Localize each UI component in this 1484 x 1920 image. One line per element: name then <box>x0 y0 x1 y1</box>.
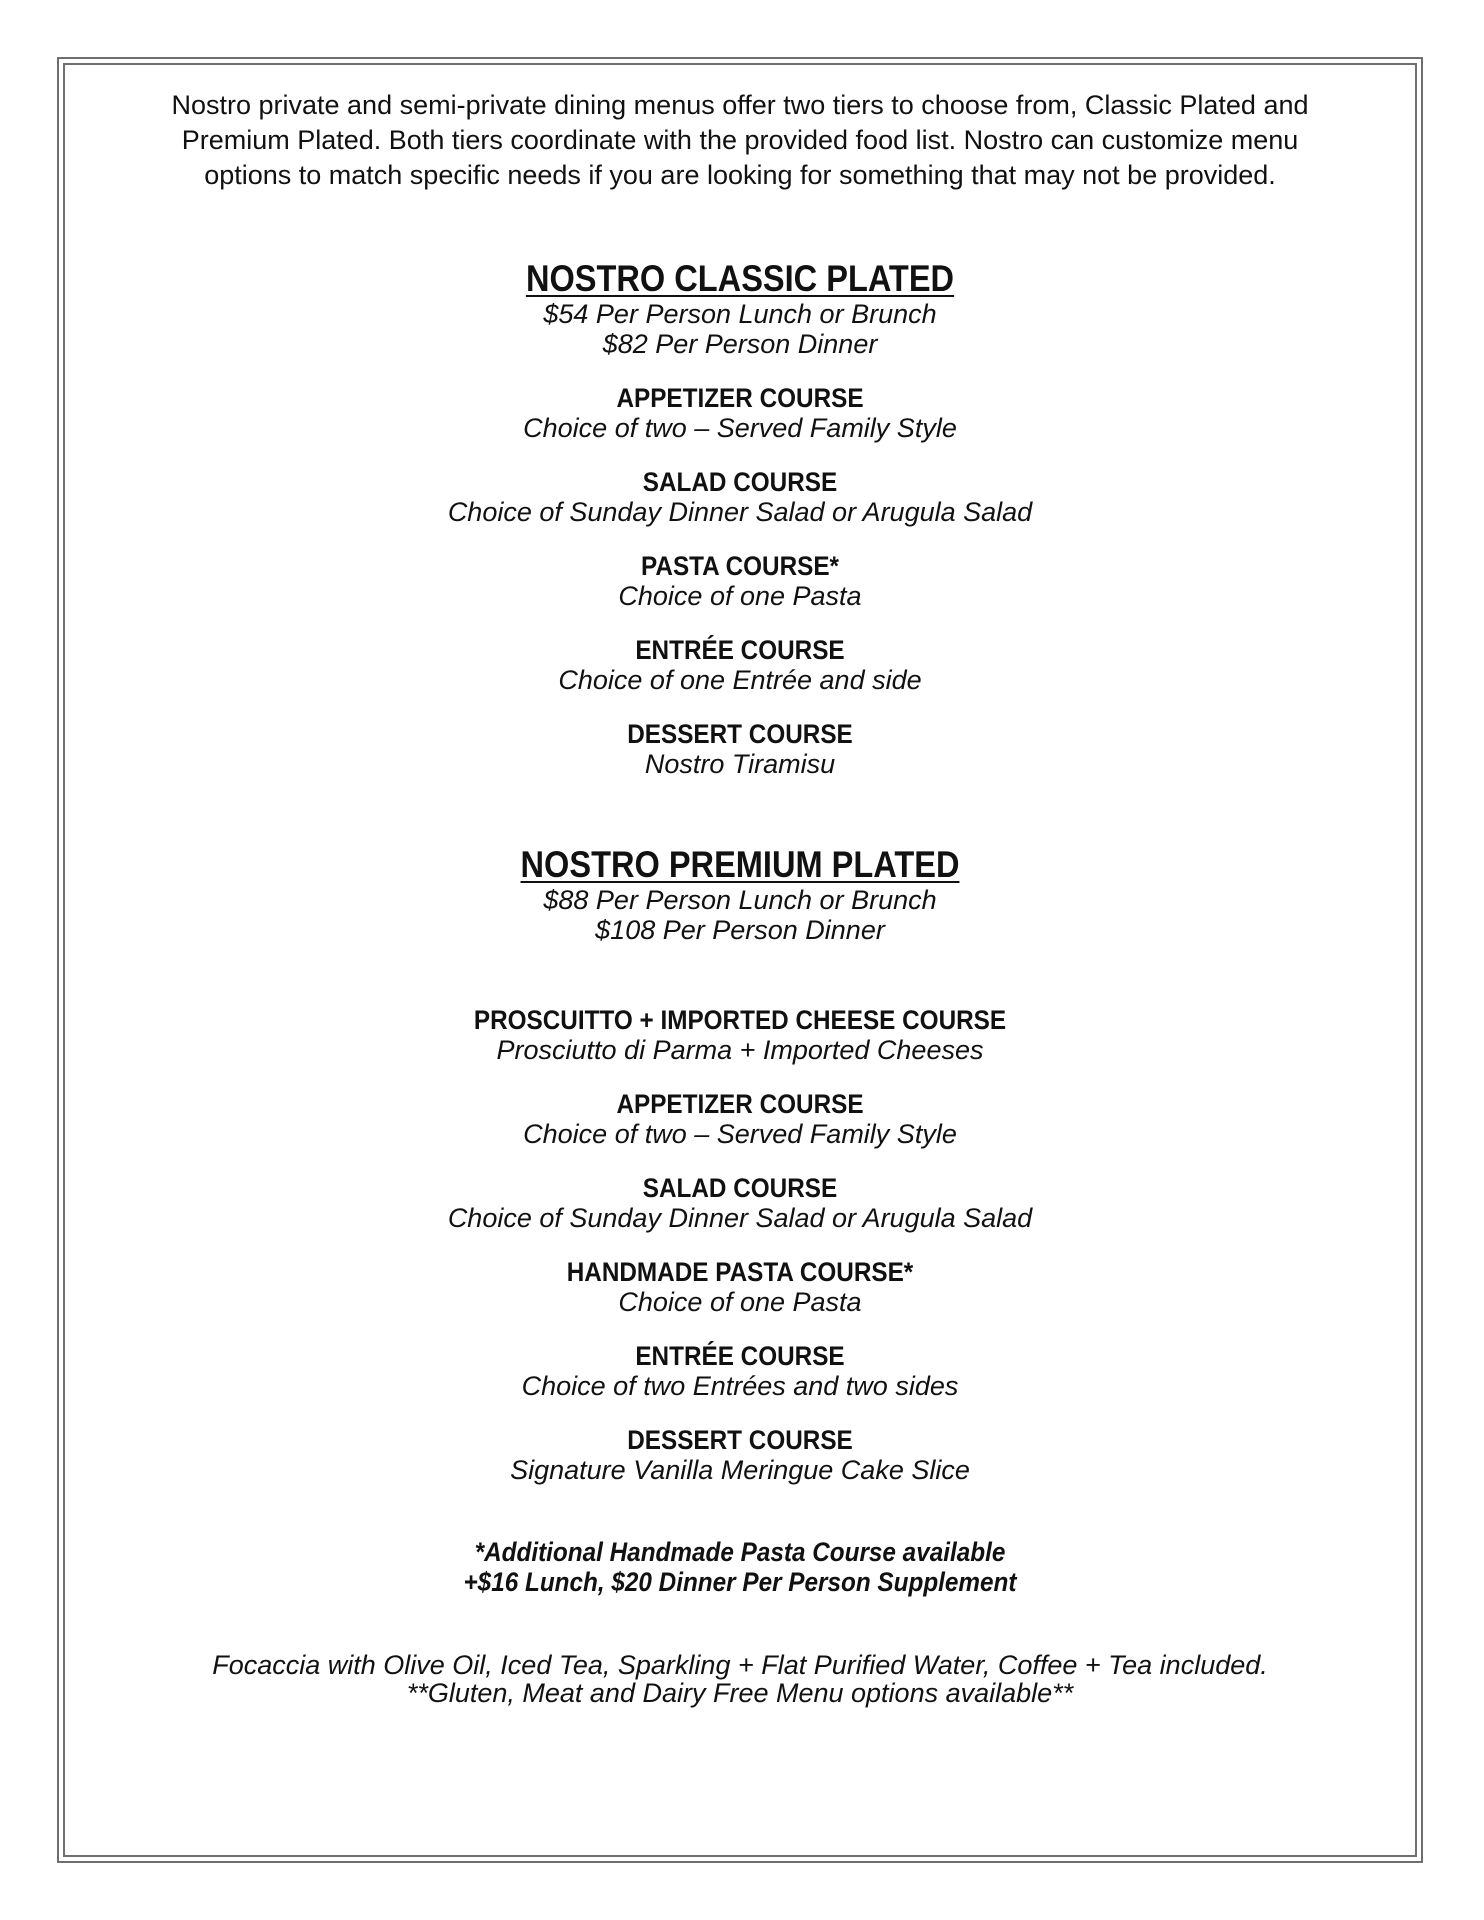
closing-line: Focaccia with Olive Oil, Iced Tea, Sparkling + Flat Purified Water, Coffee + Tea included. <box>212 1650 1268 1680</box>
classic-price-lunch: $54 Per Person Lunch or Brunch <box>543 299 937 329</box>
premium-course-dessert <box>63 1425 1417 1485</box>
course-name: PROSCUITTO + IMPORTED CHEESE COURSE <box>473 1005 1007 1035</box>
premium-course-appetizer <box>63 1089 1417 1149</box>
course-description: Choice of one Entrée and side <box>558 665 922 695</box>
footnote-line: *Additional Handmade Pasta Course available <box>474 1537 1006 1567</box>
course-description: Choice of Sunday Dinner Salad or Arugula Salad <box>447 497 1033 527</box>
course-description: Choice of two – Served Family Style <box>523 1119 957 1149</box>
premium-course-entree <box>63 1341 1417 1401</box>
course-name: ENTRÉE COURSE <box>635 1341 845 1371</box>
course-name: PASTA COURSE* <box>640 551 840 581</box>
classic-tier-title: NOSTRO CLASSIC PLATED <box>525 258 955 299</box>
classic-tier-section <box>63 259 1417 779</box>
course-name: HANDMADE PASTA COURSE* <box>566 1257 914 1287</box>
course-name: SALAD COURSE <box>642 467 838 497</box>
classic-price-dinner: $82 Per Person Dinner <box>602 329 878 359</box>
menu-document <box>63 63 1417 1707</box>
course-name: SALAD COURSE <box>642 1173 838 1203</box>
course-description: Choice of Sunday Dinner Salad or Arugula Salad <box>447 1203 1033 1233</box>
pasta-supplement-note <box>131 1537 1350 1597</box>
classic-course-pasta <box>63 551 1417 611</box>
course-description: Nostro Tiramisu <box>644 749 836 779</box>
classic-course-salad <box>63 467 1417 527</box>
included-items-note <box>63 1651 1417 1707</box>
classic-course-entree <box>63 635 1417 695</box>
course-name: DESSERT COURSE <box>627 719 853 749</box>
classic-course-appetizer <box>63 383 1417 443</box>
premium-tier-title: NOSTRO PREMIUM PLATED <box>520 844 960 885</box>
course-name: APPETIZER COURSE <box>616 383 864 413</box>
course-description: Choice of one Pasta <box>618 581 862 611</box>
footnote-line: +$16 Lunch, $20 Dinner Per Person Supplement <box>463 1567 1017 1597</box>
course-description: Choice of two – Served Family Style <box>523 413 957 443</box>
premium-course-cheese <box>63 1005 1417 1065</box>
course-description: Signature Vanilla Meringue Cake Slice <box>510 1455 970 1485</box>
course-name: ENTRÉE COURSE <box>635 635 845 665</box>
premium-course-salad <box>63 1173 1417 1233</box>
course-name: DESSERT COURSE <box>627 1425 853 1455</box>
premium-course-pasta <box>63 1257 1417 1317</box>
classic-course-dessert <box>63 719 1417 779</box>
course-description: Choice of one Pasta <box>618 1287 862 1317</box>
premium-price-lunch: $88 Per Person Lunch or Brunch <box>543 885 937 915</box>
premium-tier-section <box>63 845 1417 1485</box>
premium-price-dinner: $108 Per Person Dinner <box>595 915 885 945</box>
intro-paragraph: Nostro private and semi-private dining menus offer two tiers to choose from, Classic Plated and Premium Plated. Both tiers coordinate with the provided food list. Nostro can customize menu options to match specific needs if you are looking for something that may not be provided. <box>171 90 1309 190</box>
course-description: Prosciutto di Parma + Imported Cheeses <box>496 1035 984 1065</box>
closing-line: **Gluten, Meat and Dairy Free Menu options available** <box>406 1678 1074 1708</box>
course-name: APPETIZER COURSE <box>616 1089 864 1119</box>
course-description: Choice of two Entrées and two sides <box>521 1371 959 1401</box>
